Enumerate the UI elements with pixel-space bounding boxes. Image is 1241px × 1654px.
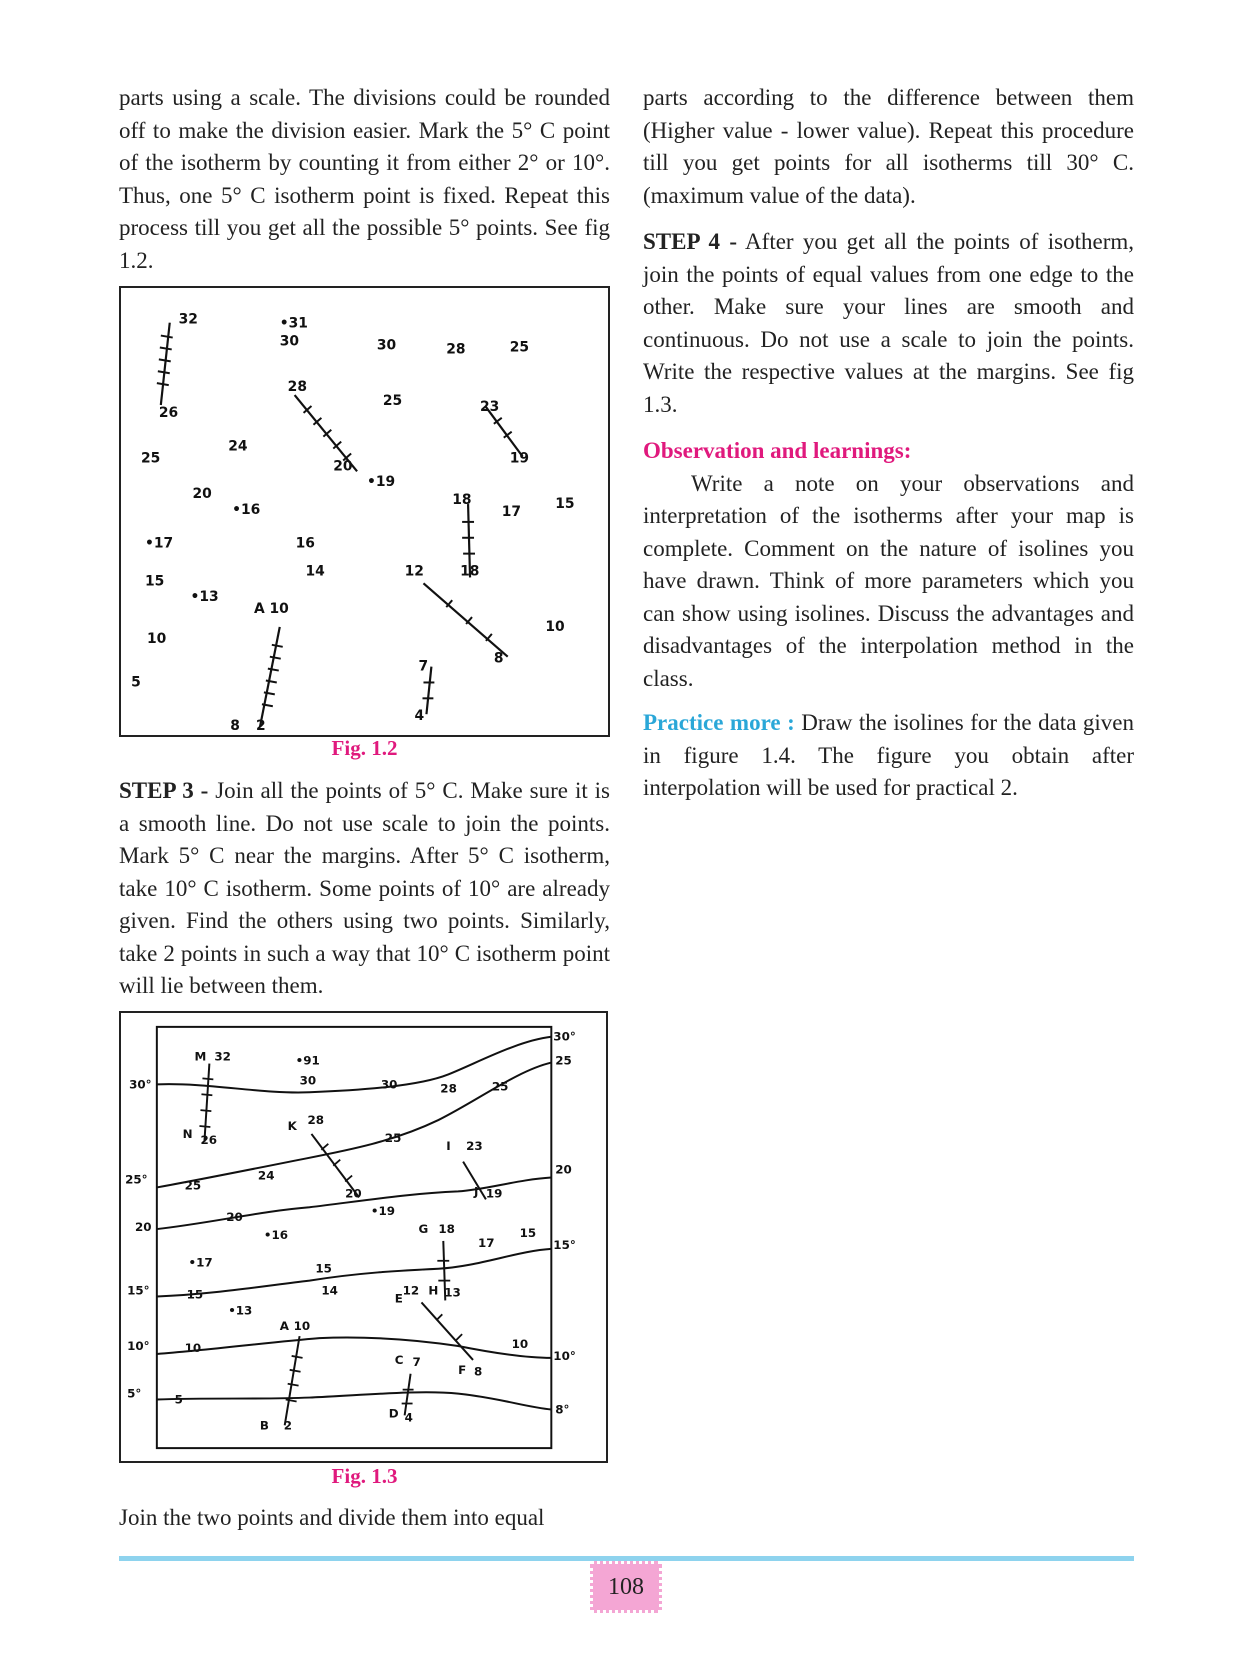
fig13-label-18: 18 bbox=[438, 1222, 455, 1237]
fig13-left-10: 10° bbox=[127, 1338, 150, 1353]
fig13-label-10a: 10 bbox=[293, 1319, 311, 1334]
fig13-label-91: •91 bbox=[295, 1053, 320, 1068]
practice-text: Draw the isolines for the data given in figure 1.4. The figure you obtain after interpolation will be used for practical 2. bbox=[643, 710, 1134, 800]
fig12-label-32: 32 bbox=[178, 311, 198, 328]
practice-label: Practice more : bbox=[643, 710, 795, 735]
fig12-label-17b: •17 bbox=[144, 535, 174, 552]
fig13-label-19a: 19 bbox=[485, 1186, 503, 1201]
fig13-label-26: 26 bbox=[200, 1132, 217, 1147]
fig12-label-20b: 20 bbox=[192, 486, 212, 503]
fig13-label-30a: 30 bbox=[299, 1073, 317, 1088]
fig13-label-m: M bbox=[194, 1049, 207, 1064]
fig13-label-19b: •19 bbox=[370, 1204, 396, 1219]
step-3-text: Join all the points of 5° C. Make sure it is a smooth line. Do not use scale to join the points. Mark 5° C near the margins. After 5° C isotherm, take 10° C isotherm. Some points of 10° are already given. Find the others using two points. Similarly, take 2 points in such a way that 10° C isotherm point will lie between them. bbox=[119, 778, 610, 998]
fig13-label-28a: 28 bbox=[440, 1081, 457, 1096]
figure-1-2 bbox=[119, 286, 610, 737]
fig13-label-13b: •13 bbox=[228, 1303, 253, 1318]
fig13-label-23: 23 bbox=[466, 1138, 483, 1153]
fig13-label-a: A bbox=[279, 1319, 289, 1334]
fig13-label-25a: 25 bbox=[491, 1079, 509, 1094]
fig13-label-d: D bbox=[388, 1406, 399, 1421]
observation-text: Write a note on your observations and interpretation of the isotherms after your map is complete. Comment on the nature of isolines you have drawn. Think of more parameters which you can show using isolines. Discuss the advantages and disadvantages of the interpolation method in the class. bbox=[643, 470, 1134, 691]
fig12-label-4: 4 bbox=[414, 708, 425, 725]
fig13-label-15b: 15 bbox=[315, 1261, 332, 1276]
fig12-label-25b: 25 bbox=[382, 392, 403, 409]
fig13-label-e: E bbox=[394, 1291, 403, 1306]
fig13-values bbox=[175, 1050, 536, 1433]
fig-1-3-caption: Fig. 1.3 bbox=[331, 1464, 398, 1488]
left-last-block bbox=[119, 1502, 610, 1535]
figure-1-3-drawing bbox=[121, 1013, 606, 1461]
fig13-isolines bbox=[157, 1037, 551, 1426]
fig12-label-30a: 30 bbox=[279, 333, 300, 350]
fig12-label-12: 12 bbox=[404, 563, 424, 580]
fig12-ticks bbox=[157, 336, 512, 707]
figure-1-3 bbox=[119, 1011, 608, 1463]
step-3-paragraph bbox=[119, 775, 610, 1003]
fig13-label-10b: 10 bbox=[184, 1340, 202, 1355]
right-column bbox=[643, 82, 1134, 805]
fig12-label-19b: •19 bbox=[366, 474, 396, 491]
fig13-label-7: 7 bbox=[412, 1354, 421, 1369]
fig12-label-19a: 19 bbox=[509, 450, 529, 467]
fig12-label-5: 5 bbox=[131, 674, 141, 691]
fig13-left-30: 30° bbox=[129, 1077, 152, 1092]
right-paragraph-1: parts according to the difference between them (Higher value - lower value). Repeat this procedure till you get points for all isotherms till 30° C. (maximum value of the data). bbox=[643, 85, 1134, 208]
fig13-label-5: 5 bbox=[174, 1392, 183, 1407]
fig13-label-b: B bbox=[259, 1418, 269, 1433]
fig13-label-g: G bbox=[418, 1222, 429, 1237]
fig13-label-10c: 10 bbox=[511, 1337, 529, 1352]
fig12-values bbox=[131, 312, 575, 734]
fig12-label-7: 7 bbox=[418, 658, 429, 675]
step-3-block bbox=[119, 775, 610, 1003]
fig13-label-20a: 20 bbox=[345, 1186, 362, 1201]
fig12-label-18a: 18 bbox=[452, 492, 472, 509]
fig13-right-10: 10° bbox=[553, 1348, 576, 1363]
fig12-label-25c: 25 bbox=[141, 450, 161, 467]
fig13-label-n: N bbox=[182, 1126, 193, 1141]
fig12-label-10b: 10 bbox=[545, 618, 565, 635]
left-column bbox=[119, 82, 610, 277]
page-number: 108 bbox=[590, 1561, 662, 1613]
fig13-label-12: 12 bbox=[402, 1283, 420, 1298]
left-paragraph-1: parts using a scale. The divisions could be rounded off to make the division easier. Mark the 5° C point of the isotherm by counting it from either 2° or 10°. Thus, one 5° C isotherm point is fixed. Repeat this process till you get all the possible 5° points. See fig 1.2. bbox=[119, 85, 610, 273]
fig12-label-30b: 30 bbox=[376, 337, 397, 354]
fig12-label-15b: 15 bbox=[144, 573, 165, 590]
fig13-label-28b: 28 bbox=[307, 1113, 325, 1128]
fig13-label-32: 32 bbox=[214, 1049, 231, 1064]
figure-1-2-drawing bbox=[121, 288, 608, 735]
fig13-right-25: 25 bbox=[555, 1053, 572, 1068]
fig13-label-25b: 25 bbox=[384, 1130, 402, 1145]
fig13-label-4: 4 bbox=[404, 1410, 413, 1425]
fig13-label-c: C bbox=[394, 1352, 404, 1367]
fig13-left-5: 5° bbox=[127, 1386, 142, 1401]
fig13-label-13a: 13 bbox=[444, 1285, 461, 1300]
fig12-label-26: 26 bbox=[158, 404, 179, 421]
fig13-right-30: 30° bbox=[553, 1029, 576, 1044]
fig12-label-a10: A 10 bbox=[253, 601, 289, 618]
fig13-label-16a: •16 bbox=[263, 1227, 289, 1242]
step-4-paragraph bbox=[643, 226, 1134, 421]
fig-1-2-caption: Fig. 1.2 bbox=[331, 736, 398, 760]
fig12-label-18b: 18 bbox=[460, 563, 480, 580]
fig12-label-16a: •16 bbox=[232, 501, 261, 518]
fig13-label-k: K bbox=[287, 1118, 297, 1133]
fig13-label-f: F bbox=[458, 1362, 467, 1377]
fig13-label-8: 8 bbox=[474, 1364, 483, 1379]
fig13-label-17a: 17 bbox=[477, 1235, 495, 1250]
fig12-label-17a: 17 bbox=[501, 503, 522, 520]
fig12-label-10a: 10 bbox=[146, 630, 167, 647]
fig13-right-8: 8° bbox=[555, 1402, 570, 1417]
fig12-label-8a: 8 bbox=[493, 650, 504, 667]
fig12-label-8b: 8 bbox=[230, 718, 240, 735]
fig13-right-15: 15° bbox=[553, 1237, 576, 1252]
fig12-label-23: 23 bbox=[479, 398, 500, 415]
fig12-label-15a: 15 bbox=[555, 496, 575, 513]
fig13-left-15: 15° bbox=[127, 1283, 150, 1298]
fig13-left-20: 20 bbox=[135, 1220, 152, 1235]
fig13-right-20: 20 bbox=[555, 1162, 572, 1177]
fig13-left-25: 25° bbox=[125, 1172, 148, 1187]
fig13-label-15a: 15 bbox=[519, 1226, 537, 1240]
left-last-paragraph: Join the two points and divide them into equal bbox=[119, 1505, 545, 1530]
fig13-label-j: J bbox=[474, 1184, 479, 1199]
fig12-label-16b: 16 bbox=[295, 535, 315, 552]
fig12-label-13: •13 bbox=[190, 589, 219, 606]
step-4-text: After you get all the points of isotherm, join the points of equal values from one edge to the other. Make sure your lines are smooth and continuous. Do not use a scale to join the points. Write the respective values at the margins. See fig 1.3. bbox=[643, 229, 1134, 417]
fig12-label-25a: 25 bbox=[509, 339, 529, 356]
fig12-label-2: 2 bbox=[255, 718, 266, 735]
fig12-label-28b: 28 bbox=[287, 379, 307, 396]
fig13-label-25c: 25 bbox=[184, 1178, 202, 1193]
step-3-label: STEP 3 - bbox=[119, 778, 209, 803]
step-4-label: STEP 4 - bbox=[643, 229, 738, 254]
fig13-label-24: 24 bbox=[257, 1168, 275, 1183]
fig13-label-15c: 15 bbox=[186, 1287, 204, 1302]
fig12-label-14: 14 bbox=[305, 563, 325, 580]
fig13-label-h: H bbox=[428, 1283, 439, 1298]
fig12-label-31: •31 bbox=[279, 315, 308, 332]
fig12-label-24: 24 bbox=[228, 438, 248, 455]
fig13-label-i: I bbox=[446, 1138, 451, 1153]
fig12-label-28a: 28 bbox=[446, 341, 466, 358]
fig13-label-17b: •17 bbox=[188, 1255, 213, 1270]
fig13-label-30b: 30 bbox=[380, 1077, 398, 1092]
fig13-label-20b: 20 bbox=[226, 1210, 243, 1225]
fig13-label-2: 2 bbox=[283, 1418, 292, 1433]
fig13-label-14: 14 bbox=[321, 1283, 338, 1298]
observation-heading: Observation and learnings: bbox=[643, 438, 912, 463]
fig12-label-20a: 20 bbox=[333, 458, 353, 475]
practice-paragraph bbox=[643, 707, 1134, 805]
